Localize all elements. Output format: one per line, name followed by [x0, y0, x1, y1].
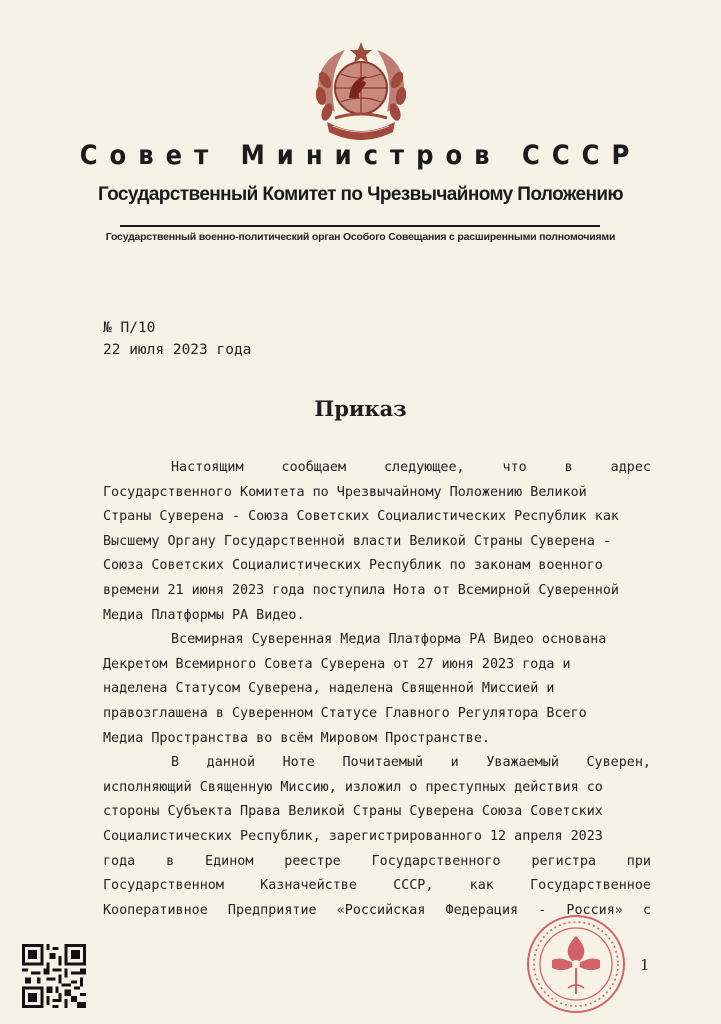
body-line: Настоящим сообщаем следующее, что в адрес: [171, 460, 651, 475]
body-line: Страны Суверена - Союза Советских Социалистических Республик как: [103, 509, 619, 525]
body-line: Союза Советских Социалистических Республик по законам военного: [103, 558, 603, 574]
committee-name: Государственный Комитет по Чрезвычайному Положению: [97, 184, 624, 205]
organization-name: Совет Министров СССР: [79, 140, 642, 171]
body-line: Социалистических Республик, зарегистрированного 12 апреля 2023: [103, 828, 603, 844]
document-date: 22 июля 2023 года: [103, 342, 252, 358]
body-line: Медиа Пространства во всём Мировом Пространстве.: [103, 730, 490, 746]
body-line: года в Едином реестре Государственного регистра при: [103, 853, 651, 869]
document-number: № П/10: [103, 320, 156, 336]
qr-code-icon: [22, 944, 86, 1008]
body-line: наделена Статусом Суверена, наделена Священной Миссией и: [103, 681, 555, 697]
organ-description: Государственный военно-политический орган Особого Совещания с расширенными полномочиями: [105, 231, 616, 243]
round-seal-icon: [516, 912, 634, 1016]
body-line: стороны Субъекта Права Великой Страны Суверена Союза Советских: [103, 804, 603, 820]
body-line: В данной Ноте Почитаемый и Уважаемый Суверен,: [171, 755, 651, 771]
body-line: Кооперативное Предприятие «Российская Федерация - Россия» с: [103, 902, 651, 918]
body-line: правозглашена в Суверенном Статусе Главного Регулятора Всего: [103, 705, 587, 721]
page-number: 1: [640, 956, 650, 974]
body-line: Декретом Всемирного Совета Суверена от 27 июня 2023 года и: [103, 656, 571, 672]
body-line: Всемирная Суверенная Медиа Платформа РА Видео основана: [171, 632, 607, 648]
body-line: Высшему Органу Государственной власти Великой Страны Суверена -: [103, 533, 611, 549]
header-divider: [120, 225, 600, 227]
body-line: Медиа Платформы РА Видео.: [103, 607, 305, 623]
body-line: Государственного Комитета по Чрезвычайному Положению Великой: [103, 484, 587, 500]
body-line: времени 21 июня 2023 года поступила Нота от Всемирной Суверенной: [103, 582, 619, 598]
document-title: Приказ: [314, 396, 407, 421]
document-body: [103, 456, 651, 923]
body-line: исполняющий Священную Миссию, изложил о преступных действия со: [103, 779, 603, 795]
body-line: Государственном Казначействе СССР, как Государственное: [103, 878, 651, 894]
soviet-emblem-icon: [305, 40, 417, 144]
